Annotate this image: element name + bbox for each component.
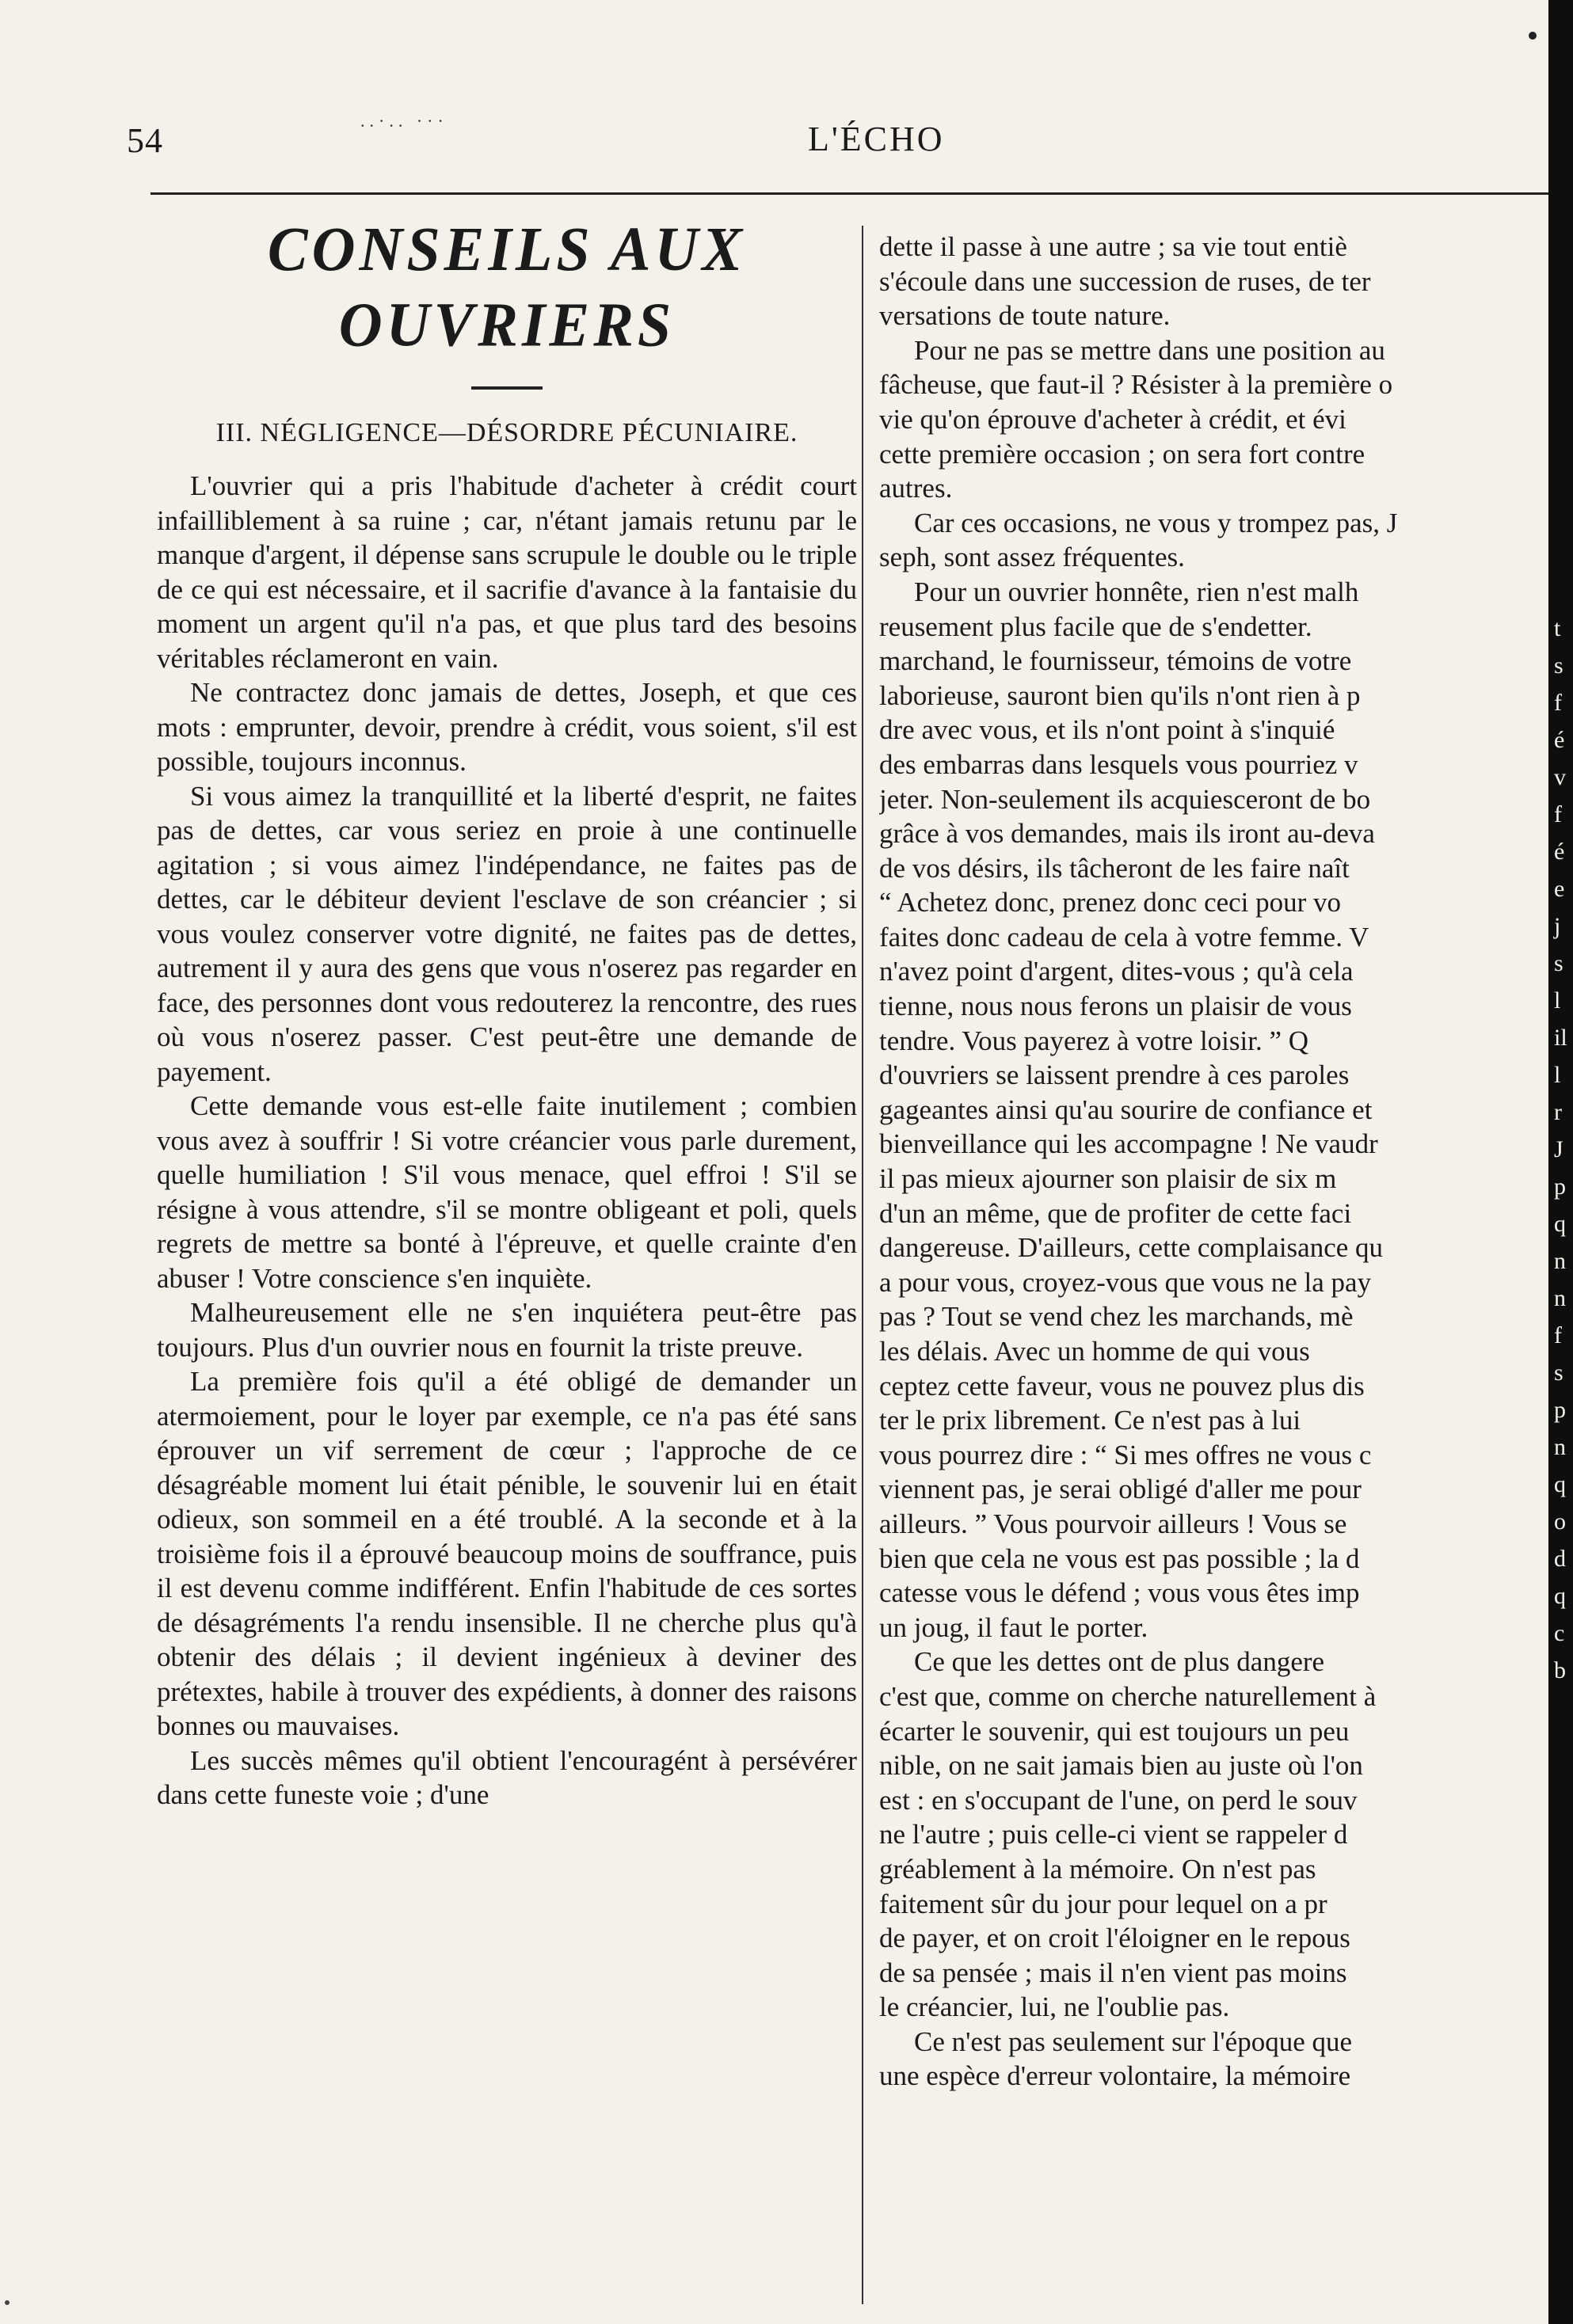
text-line: Pour ne pas se mettre dans une position au [914, 334, 1385, 366]
text-line: cette première occasion ; on sera fort contre [879, 438, 1365, 470]
text-line: vie qu'on éprouve d'acheter à crédit, et évi [879, 403, 1346, 435]
margin-fragment: t [1554, 615, 1561, 641]
margin-fragment: q [1554, 1211, 1566, 1237]
margin-fragment: l [1554, 1062, 1561, 1088]
margin-fragment: s [1554, 1360, 1563, 1386]
text-line: autres. [879, 473, 953, 504]
text-line: Ce n'est pas seulement sur l'époque que [914, 2025, 1353, 2057]
text-line: dre avec vous, et ils n'ont point à s'inquié [879, 714, 1335, 746]
margin-fragment: e [1554, 876, 1565, 902]
text-line: bienveillance qui les accompagne ! Ne vaudr [879, 1128, 1378, 1160]
ink-speck [5, 2300, 10, 2305]
margin-fragment: é [1554, 839, 1565, 865]
text-line: fâcheuse, que faut-il ? Résister à la première o [879, 369, 1393, 401]
text-line: faites donc cadeau de cela à votre femme. V [879, 921, 1369, 953]
text-line: seph, sont assez fréquentes. [879, 542, 1185, 573]
margin-fragment: o [1554, 1508, 1566, 1535]
text-line: il pas mieux ajourner son plaisir de six m [879, 1163, 1337, 1195]
left-column-body [157, 469, 857, 1812]
text-line: de sa pensée ; mais il n'en vient pas moins [879, 1957, 1347, 1988]
text-line: gréablement à la mémoire. On n'est pas [879, 1853, 1316, 1885]
margin-fragment: d [1554, 1546, 1566, 1572]
page-number: 54 [127, 121, 163, 160]
paragraph: L'ouvrier qui a pris l'habitude d'acheter à crédit court infailliblement à sa ruine ; car, n'étant jamais retunu par le manque d'argent, il dépense sans scrupule le double ou le triple de ce qui est nécessaire, et il sacrifie d'avance à la fantaisie du moment un argent qu'il n'a pas, et que plus tard des besoins véritables réclameront en vain. [157, 470, 857, 674]
text-line: tendre. Vous payerez à votre loisir. ” Q [879, 1025, 1309, 1056]
text-line: de payer, et on croit l'éloigner en le repous [879, 1923, 1350, 1954]
margin-fragment: q [1554, 1583, 1566, 1609]
text-line: marchand, le fournisseur, témoins de votre [879, 645, 1352, 677]
text-line: versations de toute nature. [879, 300, 1171, 332]
text-line: dangereuse. D'ailleurs, cette complaisance qu [879, 1232, 1384, 1264]
text-line: nible, on ne sait jamais bien au juste où l'on [879, 1750, 1363, 1782]
text-line: d'un an même, que de profiter de cette faci [879, 1197, 1352, 1229]
paragraph: Les succès mêmes qu'il obtient l'encouragént à persévérer dans cette funeste voie ; d'une [157, 1744, 857, 1811]
margin-fragment: p [1554, 1173, 1566, 1200]
margin-fragment: il [1554, 1025, 1567, 1051]
paragraph: Cette demande vous est-elle faite inutilement ; combien vous avez à souffrir ! Si votre créancier vous parle durement, quelle humiliation ! S'il vous menace, quel effroi ! S'il se résigne à vous attendre, s'il se montre obligeant et poli, quels regrets de mettre sa bonté à l'épreuve, et quelle crainte d'en abuser ! Votre conscience s'en inquiète. [157, 1090, 857, 1294]
text-line: n'avez point d'argent, dites-vous ; qu'à cela [879, 956, 1354, 987]
header-rule [150, 192, 1573, 195]
text-line: laborieuse, sauront bien qu'ils n'ont rien à p [879, 679, 1361, 711]
paragraph: Si vous aimez la tranquillité et la liberté d'esprit, ne faites pas de dettes, car vous seriez en proie à une continuelle agitation ; si vous aimez l'indépendance, ne faites pas de dettes, car le débiteur devient l'esclave de son créancier ; si vous voulez conserver votre dignité, ne faites pas de dettes, autrement il y aura des gens que vous n'oserez pas regarder en face, des personnes dont vous redouterez la rencontre, des rues où vous n'oserez passer. C'est peut-être une demande de payement. [157, 780, 857, 1087]
title-rule [471, 386, 543, 390]
margin-fragment: c [1554, 1620, 1565, 1646]
margin-fragment: f [1554, 801, 1562, 827]
section-heading: III. NÉGLIGENCE—DÉSORDRE PÉCUNIAIRE. [215, 418, 798, 448]
text-line: c'est que, comme on cherche naturellement à [879, 1680, 1377, 1712]
text-line: bien que cela ne vous est pas possible ; la d [879, 1542, 1360, 1574]
text-line: vous pourrez dire : “ Si mes offres ne vous c [879, 1439, 1372, 1470]
margin-fragment: n [1554, 1434, 1566, 1460]
text-line: une espèce d'erreur volontaire, la mémoire [879, 2060, 1351, 2092]
text-line: jeter. Non-seulement ils acquiesceront de bo [879, 783, 1371, 815]
text-line: les délais. Avec un homme de qui vous [879, 1336, 1310, 1367]
margin-fragment: é [1554, 727, 1565, 753]
margin-fragment: l [1554, 987, 1561, 1014]
text-line: faitement sûr du jour pour lequel on a pr [879, 1888, 1327, 1919]
left-column [157, 215, 857, 1812]
paragraph: Ne contractez donc jamais de dettes, Joseph, et que ces mots : emprunter, devoir, prendre à crédit, vous soient, s'il est possible, toujours inconnus. [157, 677, 857, 778]
journal-title: L'ÉCHO [808, 120, 945, 158]
text-line: écarter le souvenir, qui est toujours un peu [879, 1715, 1350, 1747]
margin-fragment: v [1554, 764, 1566, 790]
margin-fragment: f [1554, 1322, 1562, 1348]
margin-fragment: q [1554, 1471, 1566, 1497]
text-line: Pour un ouvrier honnête, rien n'est malh [914, 576, 1359, 607]
text-line: gageantes ainsi qu'au sourire de confiance et [879, 1094, 1373, 1125]
margin-fragments [1554, 610, 1573, 1689]
text-line: reusement plus facile que de s'endetter. [879, 610, 1312, 642]
text-line: Car ces occasions, ne vous y trompez pas, J [914, 507, 1398, 538]
margin-fragment: f [1554, 690, 1562, 716]
paragraph: Malheureusement elle ne s'en inquiétera peut-être pas toujours. Plus d'un ouvrier nous en fournit la triste preuve. [157, 1297, 857, 1363]
margin-fragment: p [1554, 1397, 1566, 1423]
text-line: dette il passe à une autre ; sa vie tout entiè [879, 231, 1347, 262]
text-line: s'écoule dans une succession de ruses, de ter [879, 265, 1371, 297]
article-title: CONSEILS AUX OUVRIERS [267, 214, 747, 360]
column-divider [862, 226, 863, 2304]
text-line: des embarras dans lesquels vous pourriez v [879, 748, 1358, 780]
text-line: un joug, il faut le porter. [879, 1611, 1148, 1643]
margin-fragment: j [1554, 913, 1561, 939]
text-line: est : en s'occupant de l'une, on perd le souv [879, 1784, 1358, 1816]
ink-speck [1529, 32, 1537, 40]
text-line: pas ? Tout se vend chez les marchands, mè [879, 1301, 1354, 1333]
text-line: viennent pas, je serai obligé d'aller me pour [879, 1474, 1362, 1505]
text-line: le créancier, lui, ne l'oublie pas. [879, 1991, 1230, 2023]
text-line: ne l'autre ; puis celle-ci vient se rappeler d [879, 1819, 1348, 1850]
header-marks: ..·.. ··· [360, 111, 448, 131]
text-line: ter le prix librement. Ce n'est pas à lui [879, 1405, 1301, 1436]
right-column-body [879, 230, 1548, 2094]
margin-fragment: n [1554, 1248, 1566, 1274]
margin-fragment: J [1554, 1136, 1563, 1162]
text-line: d'ouvriers se laissent prendre à ces paroles [879, 1059, 1350, 1091]
text-line: ceptez cette faveur, vous ne pouvez plus dis [879, 1370, 1365, 1402]
text-line: grâce à vos demandes, mais ils iront au-deva [879, 818, 1375, 850]
text-line: Ce que les dettes ont de plus dangere [914, 1646, 1325, 1678]
paragraph: La première fois qu'il a été obligé de demander un atermoiement, pour le loyer par exemple, ce n'a pas été sans éprouver un vif serrement de cœur ; l'approche de ce désagréable moment lui était pénible, le souvenir lui en était odieux, son sommeil en a été troublé. A la seconde et à la troisième fois il a éprouvé beaucoup moins de souffrance, puis il est devenu comme indifférent. Enfin l'habitude de ces sortes de désagréments l'a rendu insensible. Il ne cherche plus qu'à obtenir des délais ; il devient ingénieux à deviner des prétextes, habile à trouver des expédients, à donner des raisons bonnes ou mauvaises. [157, 1366, 857, 1742]
text-line: catesse vous le défend ; vous vous êtes imp [879, 1577, 1360, 1609]
text-line: ailleurs. ” Vous pourvoir ailleurs ! Vous se [879, 1508, 1347, 1539]
margin-fragment: s [1554, 652, 1563, 679]
margin-fragment: n [1554, 1285, 1566, 1311]
margin-fragment: r [1554, 1099, 1562, 1125]
margin-fragment: s [1554, 950, 1563, 976]
margin-fragment: b [1554, 1657, 1566, 1683]
text-line: “ Achetez donc, prenez donc ceci pour vo [879, 887, 1342, 919]
text-line: a pour vous, croyez-vous que vous ne la pay [879, 1266, 1372, 1298]
text-line: de vos désirs, ils tâcheront de les faire naît [879, 852, 1350, 884]
text-line: tienne, nous nous ferons un plaisir de vous [879, 991, 1352, 1022]
right-column [879, 230, 1548, 2094]
